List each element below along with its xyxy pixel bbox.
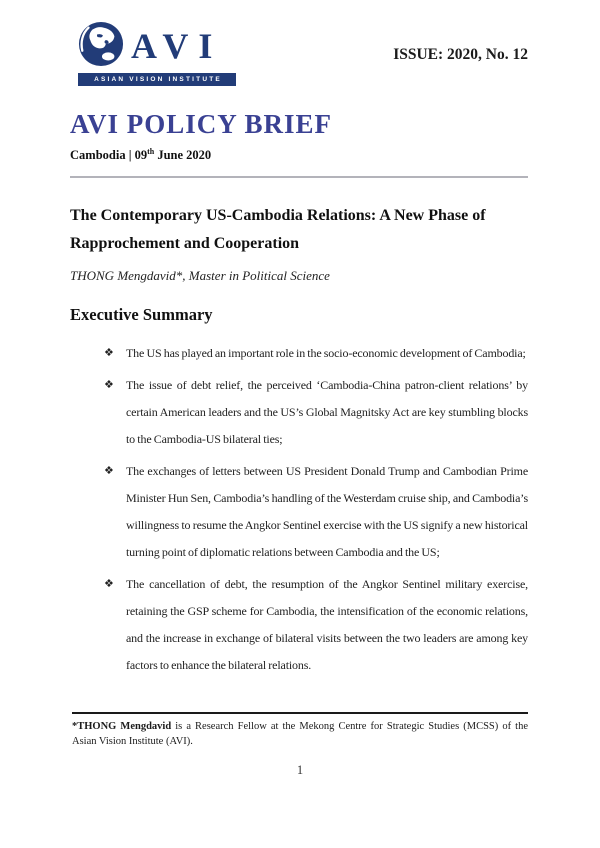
- logo-banner: ASIAN VISION INSTITUTE: [78, 73, 236, 86]
- article-title: The Contemporary US-Cambodia Relations: A New Phase of Rapprochement and Cooperation: [70, 206, 486, 252]
- bullet-text: The issue of debt relief, the perceived ‘Cambodia-China patron-client relations’ by certain American leaders and the US’s Global Magnitsky Act are key stumbling blocks to the Cambodia-US bilateral ties;: [126, 377, 528, 446]
- logo-top-row: [78, 22, 236, 70]
- diamond-bullet-icon: ❖: [104, 378, 114, 391]
- bullet-text: The US has played an important role in the socio-economic development of Cambodia;: [126, 345, 526, 360]
- diamond-bullet-icon: ❖: [104, 577, 114, 590]
- footnote-author: *THONG Mengdavid: [72, 721, 172, 732]
- avi-logo: [78, 22, 236, 86]
- list-item: [70, 571, 528, 679]
- dateline: [70, 147, 528, 163]
- issue-label: ISSUE: 2020, No. 12: [393, 46, 528, 63]
- list-item: [70, 372, 528, 453]
- executive-summary-heading: Executive Summary: [70, 304, 213, 324]
- diamond-bullet-icon: ❖: [104, 346, 114, 359]
- footnote-divider: [72, 712, 528, 714]
- globe-icon: [78, 21, 124, 72]
- logo-acronym: AVI: [131, 26, 223, 66]
- dateline-prefix: Cambodia | 09: [70, 147, 148, 162]
- list-item: [70, 458, 528, 566]
- footnote-text: is a Research Fellow at the Mekong Centre for Strategic Studies (MCSS) of the Asian Vision Institute (AVI).: [72, 721, 528, 748]
- bullet-text: The cancellation of debt, the resumption of the Angkor Sentinel military exercise, retaining the GSP scheme for Cambodia, the intensification of the economic relations, and the increase in exchange of bilateral visits between the two leaders are among key factors to enhance the bilateral relations.: [126, 576, 528, 672]
- dateline-ordinal: th: [147, 146, 155, 156]
- page-content: [0, 110, 600, 679]
- dateline-suffix: June 2020: [154, 147, 212, 162]
- masthead-title: AVI POLICY BRIEF: [70, 109, 333, 139]
- footnote: [72, 719, 528, 749]
- page-number: 1: [296, 763, 304, 777]
- header-divider: [70, 176, 528, 178]
- executive-summary-list: [70, 340, 528, 679]
- bullet-text: The exchanges of letters between US President Donald Trump and Cambodian Prime Minister Hun Sen, Cambodia’s handling of the Westerdam cruise ship, and Cambodia’s willingness to resume the Angkor Sentinel exercise with the US signify a new historical turning point of diplomatic relations between Cambodia and the US;: [126, 463, 528, 559]
- page-header: [0, 0, 600, 86]
- footnote-block: [72, 712, 528, 749]
- diamond-bullet-icon: ❖: [104, 464, 114, 477]
- list-item: [70, 340, 528, 367]
- author-line: THONG Mengdavid*, Master in Political Science: [70, 267, 330, 283]
